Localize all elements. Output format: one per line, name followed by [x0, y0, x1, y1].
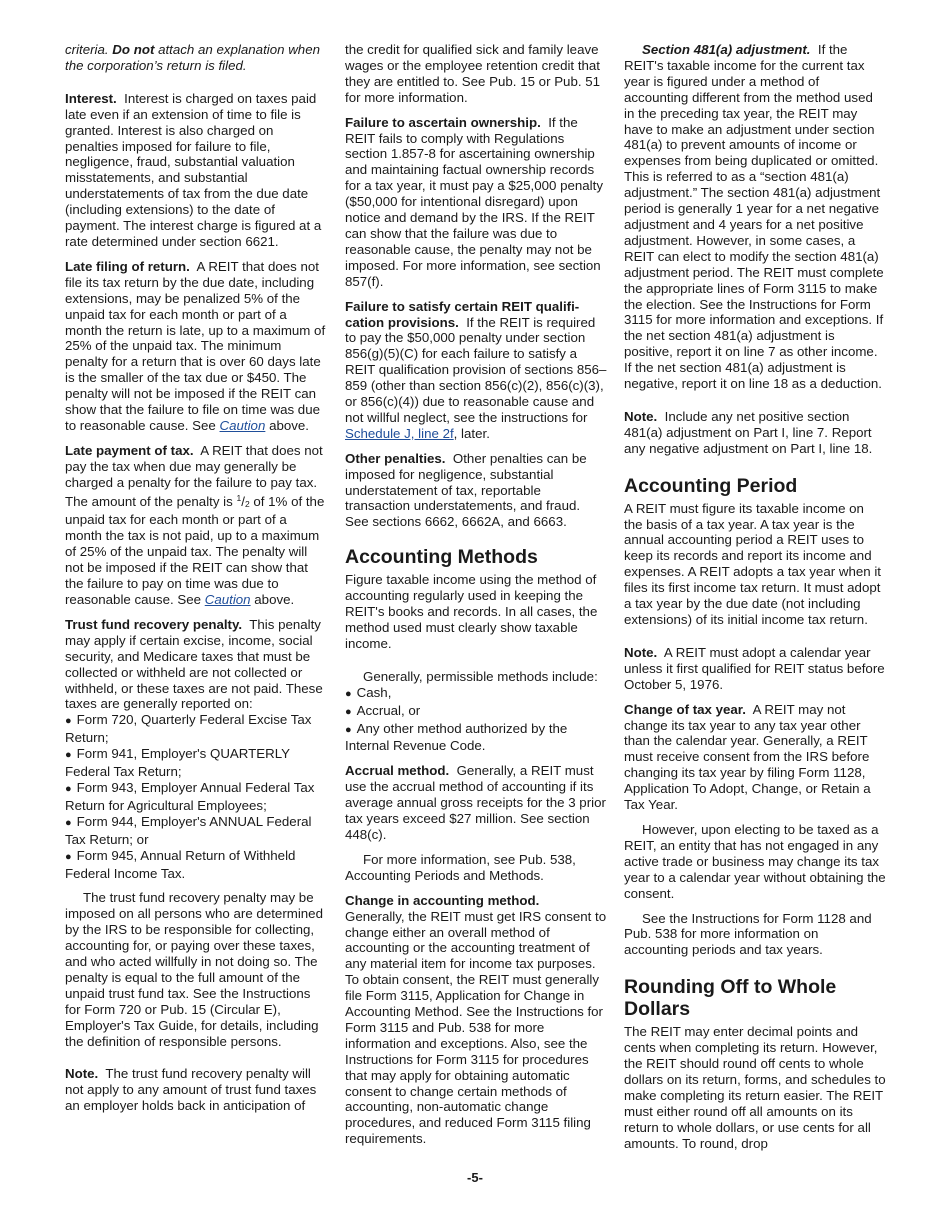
rounding-heading: Rounding Off to Whole Dollars [624, 976, 837, 1021]
note-481-paragraph: Note. Include any net positive section 481(a) adjustment on Part I, line 7. Report any negative adjustment on Part I, line 18. [624, 408, 873, 456]
change-year-paragraph: Change of tax year. A REIT may not change its tax year to any tax year other than the calendar year. Generally, a REIT must receive consent from the IRS before changing its tax year by filing Form 1128, Application To Adopt, Change, or Retain a Tax Year. [624, 701, 871, 813]
schedule-j-link[interactable]: Schedule J, line 2f [345, 425, 454, 441]
note-heading: Note. [624, 408, 658, 424]
qualification-heading: Failure to satisfy certain REIT qualifi-cation provisions. [345, 298, 580, 330]
note-calendar-paragraph: Note. A REIT must adopt a calendar year unless it first qualified for REIT status before October 5, 1976. [624, 644, 885, 692]
rounding-paragraph: The REIT may enter decimal points and cents when completing its return. However, the REIT should round off cents to whole dollars on its return, forms, and schedules to make completing its return easier. The REIT must either round off all amounts on its return to whole dollars, or use cents for all amounts. To round, drop [624, 1024, 886, 1151]
change-year-heading: Change of tax year. [624, 701, 746, 717]
change-method-paragraph: Change in accounting method. Generally, the REIT must get IRS consent to change either an overall method of accounting or the accounting treatment of any material item for income tax purposes. To obtain consent, the REIT must generally file Form 3115, Application for Change in Accounting Method. See the Instructions for Form 3115 and Pub. 538 for more information and exceptions. Also, see the Instructions for Form 3115 for procedures that may apply for obtaining automatic consent to change certain methods of accounting, non-automatic change procedures, and reduced Form 3115 filing requirements. [345, 892, 607, 1147]
other-penalties-heading: Other penalties. [345, 450, 446, 466]
caution-link[interactable]: Caution [219, 417, 266, 433]
criteria-paragraph: criteria. Do not attach an explanation when the corporation’s return is filed. [65, 42, 320, 73]
forms-list [65, 712, 327, 881]
accounting-methods-heading: Accounting Methods [345, 546, 538, 569]
list-item: ● Form 945, Annual Return of Withheld Federal Income Tax. [65, 847, 296, 881]
continued-paragraph: the credit for qualified sick and family leave wages or the employee retention credit that they are entitled to. See Pub. 15 or Pub. 51 for more information. [345, 42, 601, 105]
late-payment-heading: Late payment of tax. [65, 442, 194, 458]
list-item: ● Form 720, Quarterly Federal Excise Tax Return; [65, 712, 312, 746]
however-paragraph: However, upon electing to be taxed as a REIT, an entity that has not engaged in any active trade or business may change its tax year to a calendar year without obtaining the consent. [624, 821, 886, 901]
methods-list [345, 685, 607, 755]
late-filing-heading: Late filing of return. [65, 258, 190, 274]
permissible-paragraph: Generally, permissible methods include: [363, 668, 598, 684]
note-heading-2: Note. [624, 644, 658, 660]
list-item: ● Form 941, Employer's QUARTERLY Federal Tax Return; [65, 746, 290, 780]
trust-fund-paragraph: Trust fund recovery penalty. This penalty may apply if certain excise, income, social security, and Medicare taxes that must be collected or withheld are not collected or withheld, or these taxes are not paid. These taxes are generally reported on: [65, 616, 323, 712]
section-481-paragraph: Section 481(a) adjustment. If the REIT's taxable income for the current tax year is figured under a method of accounting different from the method used in the preceding tax year, the REIT may have to make an adjustment under section 481(a) to prevent amounts of income or expenses from being duplicated or omitted. This is referred to as a “section 481(a) adjustment.” The section 481(a) adjustment period is generally 1 year for a net negative adjustment and 4 years for a net positive adjustment. However, in some cases, a REIT can elect to modify the section 481(a) adjustment period. The REIT must complete the appropriate lines of Form 3115 to make the election. See the Instructions for Form 3115 for more information and exceptions. If the net section 481(a) adjustment is positive, report it on line 7 as other income. If the net section 481(a) adjustment is negative, report it on line 18 as a deduction. [624, 42, 884, 392]
ownership-heading: Failure to ascertain ownership. [345, 114, 541, 130]
column-middle [345, 42, 607, 1156]
list-item: ● Form 944, Employer's ANNUAL Federal Tax Return; or [65, 813, 312, 847]
accounting-period-heading: Accounting Period [624, 474, 798, 497]
column-right [624, 42, 886, 1160]
change-method-heading: Change in accounting method. [345, 892, 540, 908]
interest-heading: Interest. [65, 90, 117, 106]
caution-link-2[interactable]: Caution [204, 592, 251, 607]
see-instructions-paragraph: See the Instructions for Form 1128 and Pub. 538 for more information on accounting periods and tax years. [624, 910, 872, 958]
qualification-paragraph: Failure to satisfy certain REIT qualifi-cation provisions. If the REIT is required to pay the $50,000 penalty under section 856(g)(5)(C) for each failure to satisfy a REIT qualification provision of sections 856–859 (other than section 856(c)(2), 856(c)(3), or 856(c)(4)) due to reasonable cause and not willful neglect, see the instructions for Schedule J, line 2f, later. [345, 298, 607, 441]
late-payment-paragraph: Late payment of tax. A REIT that does not pay the tax when due may generally be charged a penalty for the failure to pay tax. The amount of the penalty is $^1/_2$ of 1% of the unpaid tax for each month or part of a month the tax is not paid, up to a maximum of 25% of the unpaid tax. The penalty will not be imposed if the REIT can show that the failure to pay on time was due to reasonable cause. See Caution above. [65, 442, 325, 607]
list-item: ● Accrual, or [345, 702, 421, 718]
list-item: ● Any other method authorized by the Internal Revenue Code. [345, 720, 568, 754]
ownership-paragraph: Failure to ascertain ownership. If the REIT fails to comply with Regulations section 1.857-8 for ascertaining ownership and maintaining factual ownership records for a tax year, it must pay a $25,000 penalty ($50,000 for intentional disregard) upon notice and demand by the IRS. If the REIT can show that the failure was due to reasonable cause, the penalty may not be imposed. For more information, see section 857(f). [345, 114, 603, 289]
other-penalties-paragraph: Other penalties. Other penalties can be imposed for negligence, substantial understatement of tax, reportable transaction understatements, and fraud. See sections 6662, 6662A, and 6663. [345, 450, 587, 530]
accrual-heading: Accrual method. [345, 763, 450, 779]
interest-paragraph: Interest. Interest is charged on taxes paid late even if an extension of time to file is granted. Interest is also charged on penalties imposed for failure to file, negligence, fraud, substantial valuation misstatements, and substantial understatements of tax from the due date (including extensions) to the date of payment. The interest charge is figured at a rate determined under section 6621. [65, 90, 322, 249]
methods-paragraph: Figure taxable income using the method of accounting regularly used in keeping the REIT's books and records. In all cases, the method used must clearly show taxable income. [345, 572, 598, 651]
trust-fund-paragraph-2: The trust fund recovery penalty may be imposed on all persons who are determined by the IRS to be responsible for collecting, accounting for, or paying over these taxes, and who acted willfully in not doing so. The penalty is equal to the full amount of the unpaid trust fund tax. See the Instructions for Form 720 or Pub. 15 (Circular E), Employer's Tax Guide, for details, including the definition of responsible persons. [65, 890, 323, 1049]
late-filing-paragraph: Late filing of return. A REIT that does not file its tax return by the due date, including extensions, may be penalized 5% of the unpaid tax for each month or part of a month the return is late, up to a maximum of 25% of the unpaid tax. The minimum penalty for a return that is over 60 days late is the smaller of the tax due or $450. The penalty will not be imposed if the REIT can show that the failure to file on time was due to reasonable cause. See Caution above. [65, 258, 326, 433]
trust-fund-heading: Trust fund recovery penalty. [65, 616, 243, 632]
period-paragraph: A REIT must figure its taxable income on the basis of a tax year. A tax year is the annual accounting period a REIT uses to keep its records and report its income and expenses. A REIT adopts a tax year when it files its first income tax return. It must adopt a tax year by the due date (not including extensions) of its initial income tax return. [624, 500, 881, 627]
page-number: -5- [467, 1170, 483, 1185]
note-paragraph: Note. The trust fund recovery penalty will not apply to any amount of trust fund taxes an employer holds back in anticipation of [65, 1066, 317, 1114]
accrual-paragraph: Accrual method. Generally, a REIT must use the accrual method of accounting if its average annual gross receipts for the 3 prior tax years exceed $27 million. See section 448(c). [345, 763, 606, 842]
section-481-heading: Section 481(a) adjustment. [642, 42, 811, 57]
column-left [65, 42, 327, 1123]
more-info-paragraph: For more information, see Pub. 538, Accounting Periods and Methods. [345, 851, 576, 883]
note-heading: Note. [65, 1066, 99, 1082]
list-item: ● Form 943, Employer Annual Federal Tax Return for Agricultural Employees; [65, 779, 315, 813]
list-item: ● Cash, [345, 684, 392, 700]
